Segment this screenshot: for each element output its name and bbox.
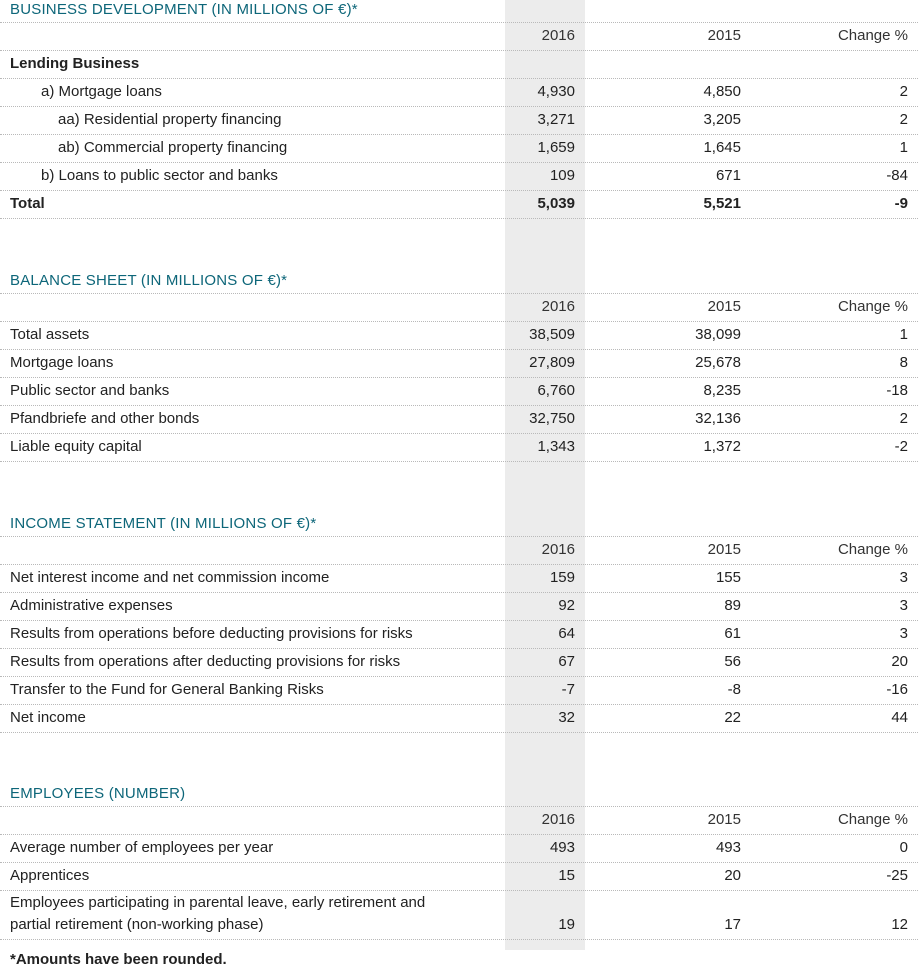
table-row	[0, 79, 918, 107]
section-title: INCOME STATEMENT (IN MILLIONS OF €)*	[0, 514, 918, 537]
group-row	[0, 51, 918, 79]
value-change: 20	[891, 653, 908, 670]
value-2016: 64	[558, 625, 575, 642]
table-row	[0, 378, 918, 406]
value-2016: 6,760	[537, 382, 575, 399]
value-2015: 20	[724, 867, 741, 884]
row-label: aa) Residential property financing	[58, 111, 282, 128]
row-label: Liable equity capital	[10, 438, 142, 455]
row-label: b) Loans to public sector and banks	[41, 167, 278, 184]
header-row	[0, 537, 918, 565]
employees-section	[0, 784, 918, 940]
row-label: Mortgage loans	[10, 354, 114, 371]
value-2015: 1,372	[703, 438, 741, 455]
value-2016: 92	[558, 597, 575, 614]
table-row	[0, 565, 918, 593]
value-change: 2	[899, 83, 908, 100]
header-change: Change %	[837, 541, 908, 558]
header-2016: 2016	[541, 811, 575, 828]
table-row	[0, 863, 918, 891]
value-2016: 32	[558, 709, 575, 726]
row-label: Administrative expenses	[10, 597, 173, 614]
table-row	[0, 593, 918, 621]
value-change: 0	[899, 839, 908, 856]
value-2015: 17	[724, 916, 741, 933]
table-row	[0, 163, 918, 191]
header-2015: 2015	[707, 27, 741, 44]
value-change: -16	[886, 681, 908, 698]
row-label: Pfandbriefe and other bonds	[10, 410, 200, 427]
row-label: Transfer to the Fund for General Banking Risks	[10, 681, 324, 698]
value-2015: 32,136	[695, 410, 741, 427]
value-2016: 4,930	[537, 83, 575, 100]
header-change: Change %	[837, 27, 908, 44]
value-change: 44	[891, 709, 908, 726]
row-label: Average number of employees per year	[10, 839, 274, 856]
value-2016: -7	[561, 681, 575, 698]
value-2015: 89	[724, 597, 741, 614]
table-row	[0, 621, 918, 649]
table-row	[0, 135, 918, 163]
table-row	[0, 891, 918, 940]
value-2015: 25,678	[695, 354, 741, 371]
value-2015: 1,645	[703, 139, 741, 156]
business-development-section	[0, 0, 918, 219]
value-2016: 15	[558, 867, 575, 884]
section-title: BUSINESS DEVELOPMENT (IN MILLIONS OF €)*	[0, 0, 918, 23]
footnote: *Amounts have been rounded.	[10, 951, 227, 968]
value-2015: 8,235	[703, 382, 741, 399]
table-row	[0, 350, 918, 378]
value-2016: 109	[549, 167, 575, 184]
header-row	[0, 807, 918, 835]
group-label: Lending Business	[10, 55, 140, 72]
value-2016: 32,750	[529, 410, 575, 427]
header-2015: 2015	[707, 811, 741, 828]
value-2015: -8	[727, 681, 741, 698]
value-2016: 38,509	[529, 326, 575, 343]
header-2016: 2016	[541, 298, 575, 315]
table-row	[0, 705, 918, 733]
table-row	[0, 677, 918, 705]
value-2016: 3,271	[537, 111, 575, 128]
table-row	[0, 322, 918, 350]
row-label: Results from operations before deducting provisions for risks	[10, 625, 413, 642]
header-change: Change %	[837, 811, 908, 828]
value-2015: 38,099	[695, 326, 741, 343]
header-2015: 2015	[707, 541, 741, 558]
row-label: Net income	[10, 709, 86, 726]
value-2015: 61	[724, 625, 741, 642]
balance-sheet-section	[0, 271, 918, 462]
total-2016: 5,039	[537, 195, 575, 212]
value-2016: 1,659	[537, 139, 575, 156]
value-change: 12	[891, 916, 908, 933]
value-change: -84	[886, 167, 908, 184]
value-2015: 56	[724, 653, 741, 670]
value-2016: 1,343	[537, 438, 575, 455]
value-change: 2	[899, 111, 908, 128]
header-2016: 2016	[541, 541, 575, 558]
value-2015: 4,850	[703, 83, 741, 100]
value-2016: 27,809	[529, 354, 575, 371]
header-2015: 2015	[707, 298, 741, 315]
value-change: 1	[899, 326, 908, 343]
row-label: Total assets	[10, 326, 90, 343]
row-label: Net interest income and net commission income	[10, 569, 330, 586]
value-change: 3	[899, 569, 908, 586]
value-2015: 3,205	[703, 111, 741, 128]
value-change: -25	[886, 867, 908, 884]
total-row	[0, 191, 918, 219]
header-row	[0, 294, 918, 322]
row-label: Apprentices	[10, 867, 90, 884]
row-label: a) Mortgage loans	[41, 83, 162, 100]
total-change: -9	[894, 195, 908, 212]
row-label: ab) Commercial property financing	[58, 139, 288, 156]
value-2016: 67	[558, 653, 575, 670]
value-2015: 493	[715, 839, 741, 856]
section-title: BALANCE SHEET (IN MILLIONS OF €)*	[0, 271, 918, 294]
row-label: Public sector and banks	[10, 382, 170, 399]
value-2016: 19	[558, 916, 575, 933]
income-statement-section	[0, 514, 918, 733]
value-2015: 671	[715, 167, 741, 184]
value-2016: 493	[549, 839, 575, 856]
total-2015: 5,521	[703, 195, 741, 212]
value-2015: 155	[715, 569, 741, 586]
value-change: 2	[899, 410, 908, 427]
value-change: -18	[886, 382, 908, 399]
value-change: 3	[899, 597, 908, 614]
table-row	[0, 434, 918, 462]
row-label: Results from operations after deducting provisions for risks	[10, 653, 401, 670]
section-title: EMPLOYEES (NUMBER)	[0, 784, 918, 807]
value-2015: 22	[724, 709, 741, 726]
table-row	[0, 107, 918, 135]
header-2016: 2016	[541, 27, 575, 44]
table-row	[0, 649, 918, 677]
header-row	[0, 23, 918, 51]
table-row	[0, 835, 918, 863]
value-change: -2	[894, 438, 908, 455]
value-2016: 159	[549, 569, 575, 586]
header-change: Change %	[837, 298, 908, 315]
table-row	[0, 406, 918, 434]
value-change: 3	[899, 625, 908, 642]
value-change: 8	[899, 354, 908, 371]
row-label: Employees participating in parental leave, early retirement and partial retirement (non-working phase)	[10, 894, 426, 933]
total-label: Total	[10, 195, 45, 212]
value-change: 1	[899, 139, 908, 156]
